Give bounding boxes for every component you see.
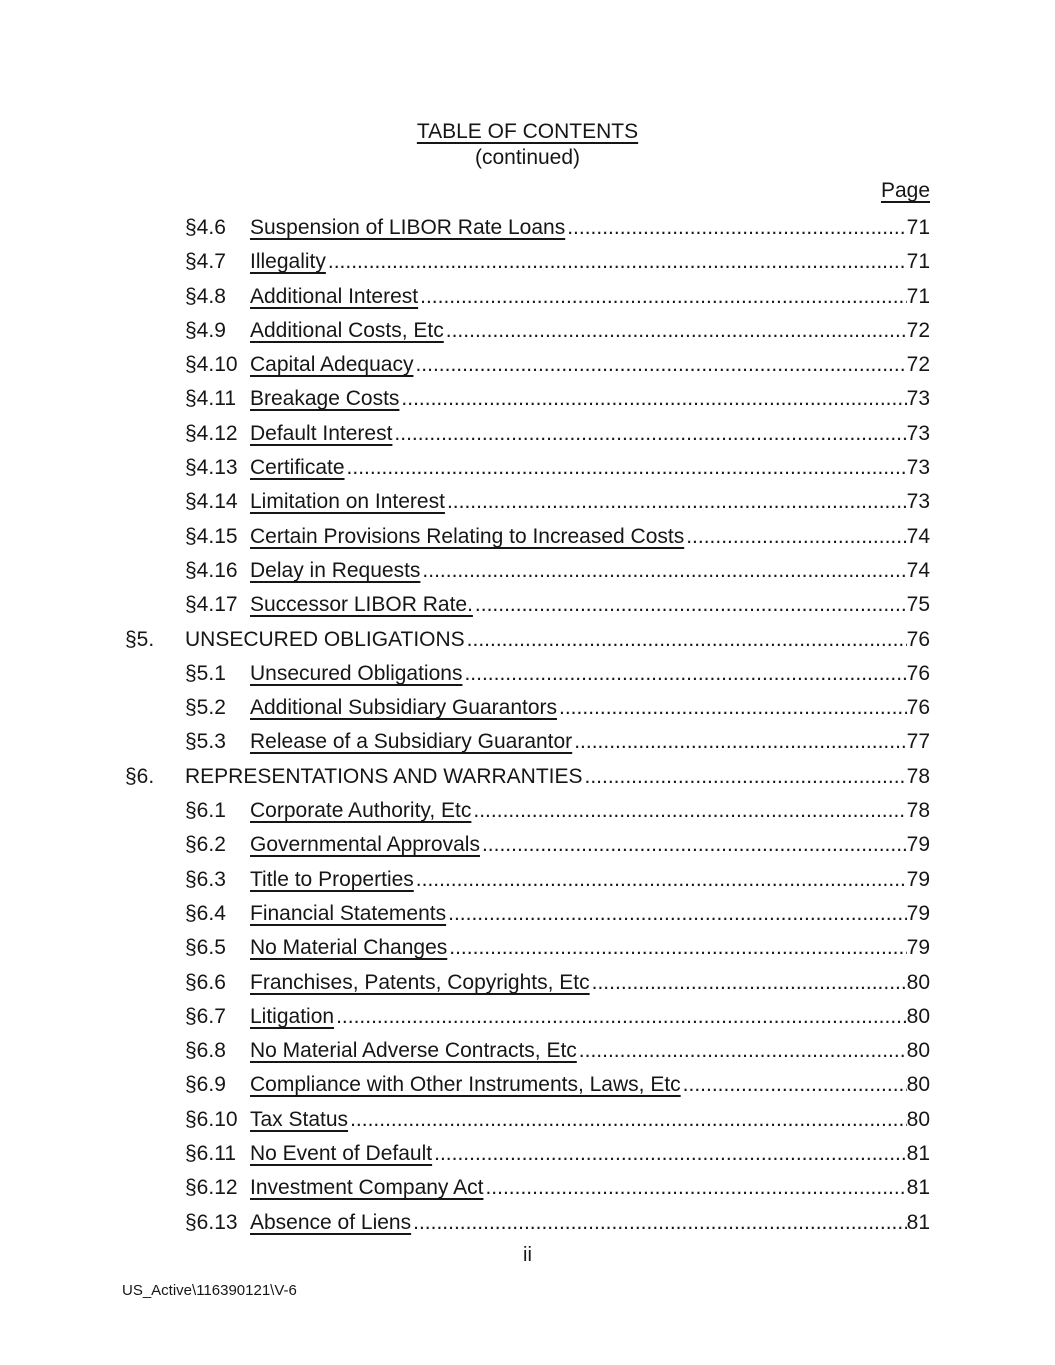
toc-entry-number: §6.3 [185, 867, 226, 891]
toc-row [125, 966, 930, 1000]
toc-entry-page: 79 [906, 867, 930, 891]
toc-entry-page: 71 [906, 284, 930, 308]
toc-row [125, 520, 930, 554]
dot-leader [467, 623, 907, 657]
toc-row [125, 1000, 930, 1034]
toc-entry-page: 75 [906, 593, 930, 617]
toc-entry-number: §6.7 [185, 1004, 226, 1028]
toc-entry-title: Illegality [250, 250, 326, 274]
dot-leader [394, 417, 906, 451]
toc-entry-number: §6.12 [185, 1176, 238, 1200]
page-column-header [0, 179, 930, 203]
toc-entry-number: §5.3 [185, 730, 226, 754]
toc-entry-title: REPRESENTATIONS AND WARRANTIES [185, 764, 583, 788]
toc-row [125, 417, 930, 451]
document-header [0, 0, 1055, 170]
toc-entry-title: Additional Costs, Etc [250, 318, 444, 342]
toc-entry-number: §6.5 [185, 936, 226, 960]
dot-leader [579, 1034, 907, 1068]
toc-entry-page: 79 [906, 936, 930, 960]
toc-entry-number: §6.6 [185, 970, 226, 994]
toc-entry-page: 71 [906, 216, 930, 239]
toc-entry-page: 80 [906, 1073, 930, 1097]
toc-entry-number: §6.13 [185, 1210, 238, 1234]
toc-entry-title: Additional Subsidiary Guarantors [250, 696, 558, 720]
toc-entry-page: 76 [906, 627, 930, 651]
toc-entry-page: 73 [906, 421, 930, 445]
toc-row [125, 828, 930, 862]
toc-entry-title: UNSECURED OBLIGATIONS [185, 627, 465, 651]
toc-entry-number: §6.2 [185, 833, 226, 857]
dot-leader [401, 382, 906, 416]
toc-row [125, 1068, 930, 1102]
dot-leader [464, 657, 906, 691]
toc-row [125, 657, 930, 691]
toc-row [125, 1206, 930, 1240]
toc-entry-title: Financial Statements [250, 901, 447, 925]
toc-entry-number: §4.16 [185, 558, 238, 582]
table-of-contents [125, 211, 930, 1240]
toc-entry-title: Limitation on Interest [250, 490, 445, 514]
dot-leader [574, 725, 906, 759]
dot-leader [485, 1171, 906, 1205]
page-title: TABLE OF CONTENTS [416, 120, 639, 143]
toc-entry-title: Default Interest [250, 421, 393, 445]
toc-row [125, 245, 930, 279]
toc-entry-title: Release of a Subsidiary Guarantor [250, 730, 573, 754]
dot-leader [420, 280, 907, 314]
toc-row [125, 1137, 930, 1171]
toc-row [125, 211, 930, 245]
toc-entry-page: 80 [906, 970, 930, 994]
dot-leader [559, 691, 907, 725]
toc-entry-title: Governmental Approvals [250, 833, 480, 857]
toc-row [125, 931, 930, 965]
toc-entry-title: Breakage Costs [250, 387, 400, 411]
toc-entry-page: 79 [906, 901, 930, 925]
toc-row [125, 485, 930, 519]
toc-entry-number: §4.13 [185, 456, 238, 480]
toc-entry-title: Litigation [250, 1004, 335, 1028]
dot-leader [422, 554, 906, 588]
dot-leader [446, 314, 907, 348]
toc-entry-title: No Material Changes [250, 936, 448, 960]
toc-entry-title: Delay in Requests [250, 558, 421, 582]
toc-entry-page: 73 [906, 456, 930, 480]
document-reference-footer: US_Active\116390121\V-6 [122, 1282, 297, 1299]
toc-entry-number: §6.11 [185, 1142, 236, 1166]
toc-row [125, 897, 930, 931]
dot-leader [482, 828, 907, 862]
toc-entry-title: Additional Interest [250, 284, 419, 308]
dot-leader [416, 863, 907, 897]
toc-entry-number: §4.11 [185, 387, 236, 411]
toc-row [125, 382, 930, 416]
toc-entry-page: 80 [906, 1004, 930, 1028]
toc-entry-number: §6.8 [185, 1039, 226, 1063]
toc-entry-number: §4.6 [185, 216, 226, 239]
toc-entry-page: 71 [906, 250, 930, 274]
toc-entry-title: Compliance with Other Instruments, Laws, Etc [250, 1073, 681, 1097]
toc-row [125, 794, 930, 828]
toc-entry-title: Unsecured Obligations [250, 661, 463, 685]
toc-entry-page: 72 [906, 353, 930, 377]
dot-leader [415, 348, 906, 382]
toc-entry-number: §4.8 [185, 284, 226, 308]
toc-entry-page: 81 [906, 1210, 930, 1234]
toc-entry-number: §5.2 [185, 696, 226, 720]
toc-entry-page: 72 [906, 318, 930, 342]
toc-entry-number: §6.10 [185, 1107, 238, 1131]
dot-leader [434, 1137, 907, 1171]
toc-entry-title: Investment Company Act [250, 1176, 484, 1200]
toc-entry-page: 78 [906, 764, 930, 788]
dot-leader [592, 966, 907, 1000]
toc-entry-page: 73 [906, 387, 930, 411]
toc-entry-page: 81 [906, 1142, 930, 1166]
toc-entry-page: 78 [906, 799, 930, 823]
toc-row [125, 1171, 930, 1205]
toc-entry-title: Certain Provisions Relating to Increased Costs [250, 524, 685, 548]
toc-entry-number: §6.1 [185, 799, 226, 823]
toc-row [125, 451, 930, 485]
dot-leader [336, 1000, 907, 1034]
dot-leader [328, 245, 907, 279]
dot-leader [413, 1206, 907, 1240]
toc-entry-title: Capital Adequacy [250, 353, 414, 377]
dot-leader [448, 897, 907, 931]
toc-entry-number: §4.7 [185, 250, 226, 274]
toc-row [125, 863, 930, 897]
toc-entry-title: Absence of Liens [250, 1210, 412, 1234]
toc-entry-page: 76 [906, 696, 930, 720]
toc-entry-title: No Material Adverse Contracts, Etc [250, 1039, 577, 1063]
toc-entry-page: 80 [906, 1039, 930, 1063]
toc-entry-title: Corporate Authority, Etc [250, 799, 472, 823]
toc-row [125, 348, 930, 382]
toc-entry-number: §5. [125, 627, 155, 651]
toc-entry-page: 74 [906, 558, 930, 582]
toc-entry-title: Suspension of LIBOR Rate Loans [250, 216, 566, 239]
toc-entry-title: No Event of Default [250, 1142, 433, 1166]
dot-leader [347, 451, 907, 485]
toc-entry-number: §5.1 [185, 661, 226, 685]
toc-row [125, 588, 930, 622]
toc-entry-page: 76 [906, 661, 930, 685]
toc-entry-page: 73 [906, 490, 930, 514]
dot-leader [567, 211, 906, 245]
toc-row [125, 1034, 930, 1068]
toc-row [125, 691, 930, 725]
page-subtitle: (continued) [474, 146, 581, 170]
toc-entry-number: §4.10 [185, 353, 238, 377]
toc-entry-title: Successor LIBOR Rate. [250, 593, 473, 617]
page-number-footer: ii [523, 1244, 532, 1266]
toc-entry-title: Title to Properties [250, 867, 414, 891]
toc-entry-title: Franchises, Patents, Copyrights, Etc [250, 970, 590, 994]
toc-entry-number: §6. [125, 764, 155, 788]
dot-leader [585, 760, 907, 794]
toc-entry-number: §4.9 [185, 318, 226, 342]
dot-leader [475, 588, 907, 622]
toc-row [125, 725, 930, 759]
toc-entry-number: §6.4 [185, 901, 226, 925]
toc-entry-title: Certificate [250, 456, 345, 480]
toc-row [125, 623, 930, 657]
toc-row [125, 1103, 930, 1137]
toc-row [125, 314, 930, 348]
toc-entry-page: 79 [906, 833, 930, 857]
toc-row [125, 760, 930, 794]
toc-row [125, 280, 930, 314]
dot-leader [449, 931, 906, 965]
toc-entry-number: §6.9 [185, 1073, 226, 1097]
dot-leader [447, 485, 907, 519]
dot-leader [473, 794, 906, 828]
toc-entry-page: 80 [906, 1107, 930, 1131]
page-column-label: Page [880, 179, 930, 203]
toc-entry-number: §4.12 [185, 421, 238, 445]
toc-entry-title: Tax Status [250, 1107, 349, 1131]
toc-entry-page: 74 [906, 524, 930, 548]
toc-entry-number: §4.15 [185, 524, 238, 548]
dot-leader [350, 1103, 907, 1137]
toc-entry-number: §4.17 [185, 593, 238, 617]
toc-row [125, 554, 930, 588]
toc-entry-page: 81 [906, 1176, 930, 1200]
dot-leader [683, 1068, 907, 1102]
toc-entry-page: 77 [906, 730, 930, 754]
toc-entry-number: §4.14 [185, 490, 238, 514]
dot-leader [686, 520, 906, 554]
